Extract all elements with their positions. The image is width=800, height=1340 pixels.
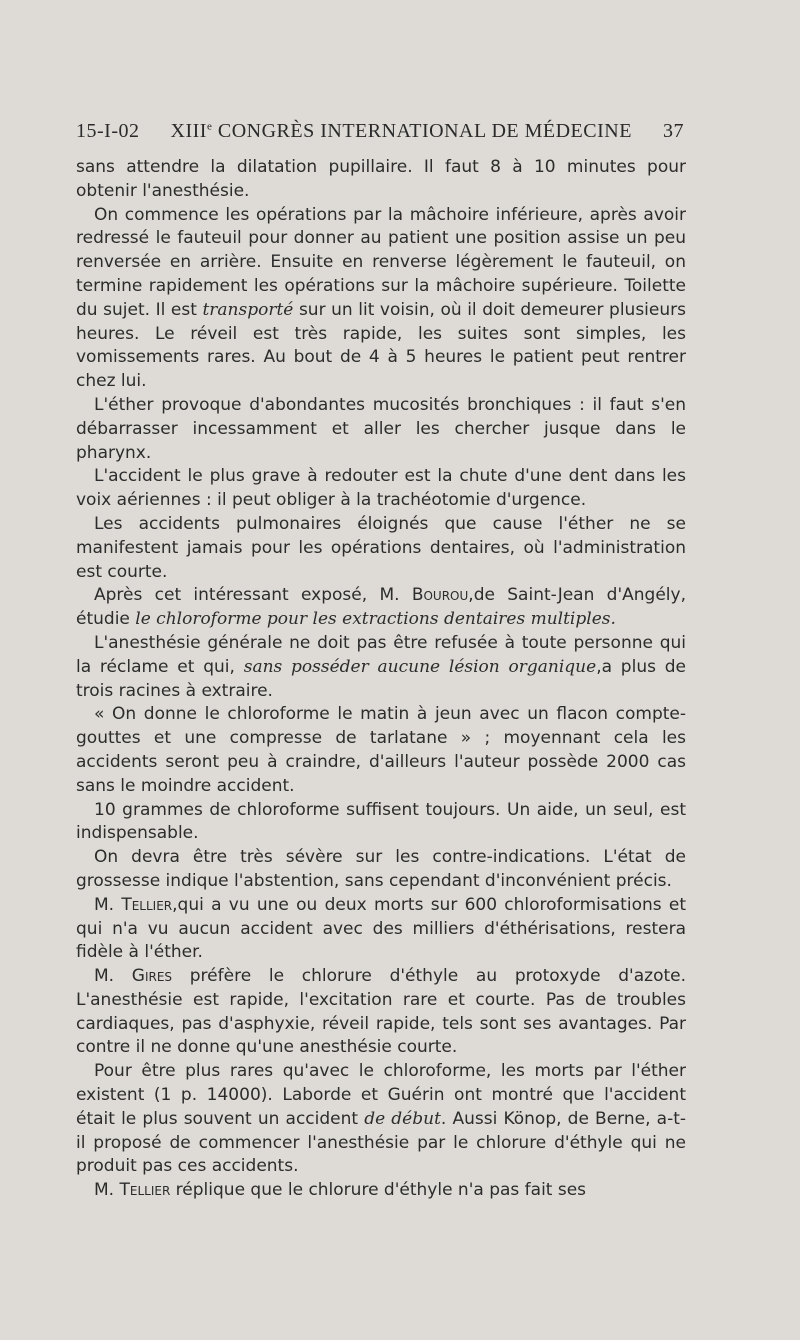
paragraph: Les accidents pulmonaires éloignés que cause l'éther ne se manifestent jamais pour les opérations dentaires, où l'administration est courte. <box>76 513 686 582</box>
page-number: 37 <box>663 120 684 142</box>
running-header <box>76 120 684 143</box>
header-title-rest: CONGRÈS INTERNATIONAL DE MÉDECINE <box>212 120 632 142</box>
header-date: 15-I-02 <box>76 120 140 142</box>
paragraph: Pour être plus rares qu'avec le chloroforme, les morts par l'éther existent (1 p. 14000). Laborde et Guérin ont montré que l'accident était le plus souvent un accident de début. Aussi Könop, de Berne, a-t-il proposé de commencer l'anesthésie par le chlorure d'éthyle qui ne produit pas ces accidents. <box>76 1061 687 1177</box>
paragraph: L'éther provoque d'abondantes mucosités bronchiques : il faut s'en débarrasser incessamment et aller les chercher jusque dans le pharynx. <box>76 394 686 463</box>
paragraph: M. Tellier réplique que le chlorure d'éthyle n'a pas fait ses <box>94 1180 587 1201</box>
paragraph: L'accident le plus grave à redouter est la chute d'une dent dans les voix aériennes : il peut obliger à la trachéotomie d'urgence. <box>76 466 686 511</box>
paragraph: sans attendre la dilatation pupillaire. Il faut 8 à 10 minutes pour obtenir l'anesthésie. <box>76 157 686 201</box>
paragraph: L'anesthésie générale ne doit pas être refusée à toute personne qui la réclame et qui, sans posséder aucune lésion organique,a plus de trois racines à extraire. <box>76 632 686 701</box>
paragraph: 10 grammes de chloroforme suffisent toujours. Un aide, un seul, est indispensable. <box>76 799 686 844</box>
header-title-sup: e <box>206 120 213 133</box>
paragraph: On devra être très sévère sur les contre-indications. L'état de grossesse indique l'abstention, sans cependant d'inconvénient précis. <box>76 847 686 891</box>
paragraph: M. Tellier,qui a vu une ou deux morts sur 600 chloroformisations et qui n'a vu aucun accident avec des milliers d'éthérisations, restera fidèle à l'éther. <box>76 894 686 963</box>
paragraph: M. Gires préfère le chlorure d'éthyle au protoxyde d'azote. L'anesthésie est rapide, l'excitation rare et courte. Pas de troubles cardiaques, pas d'asphyxie, réveil rapide, tels sont ses avantages. Par contre il ne donne qu'une anesthésie courte. <box>76 966 686 1058</box>
paragraph: « On donne le chloroforme le matin à jeun avec un flacon compte-gouttes et une compresse de tarlatane » ; moyennant cela les accidents seront peu à craindre, d'ailleurs l'auteur possède 2000 cas sans le moindre accident. <box>76 704 686 796</box>
paragraph: On commence les opérations par la mâchoire inférieure, après avoir redressé le fauteuil pour donner au patient une position assise un peu renversée en arrière. Ensuite en renverse légèrement le fauteuil, on termine rapidement les opérations sur la mâchoire supérieure. Toilette du sujet. Il est transporté sur un lit voisin, où il doit demeurer plusieurs heures. Le réveil est très rapide, les suites sont simples, les vomissements rares. Au bout de 4 à 5 heures le patient peut rentrer chez lui. <box>76 204 686 392</box>
body-text <box>76 156 686 1203</box>
paragraph: Après cet intéressant exposé, M. Bourou,de Saint-Jean d'Angély, étudie le chloroforme pour les extractions dentaires multiples. <box>76 585 686 630</box>
header-title <box>171 120 632 143</box>
header-title-prefix: XIII <box>170 120 207 142</box>
